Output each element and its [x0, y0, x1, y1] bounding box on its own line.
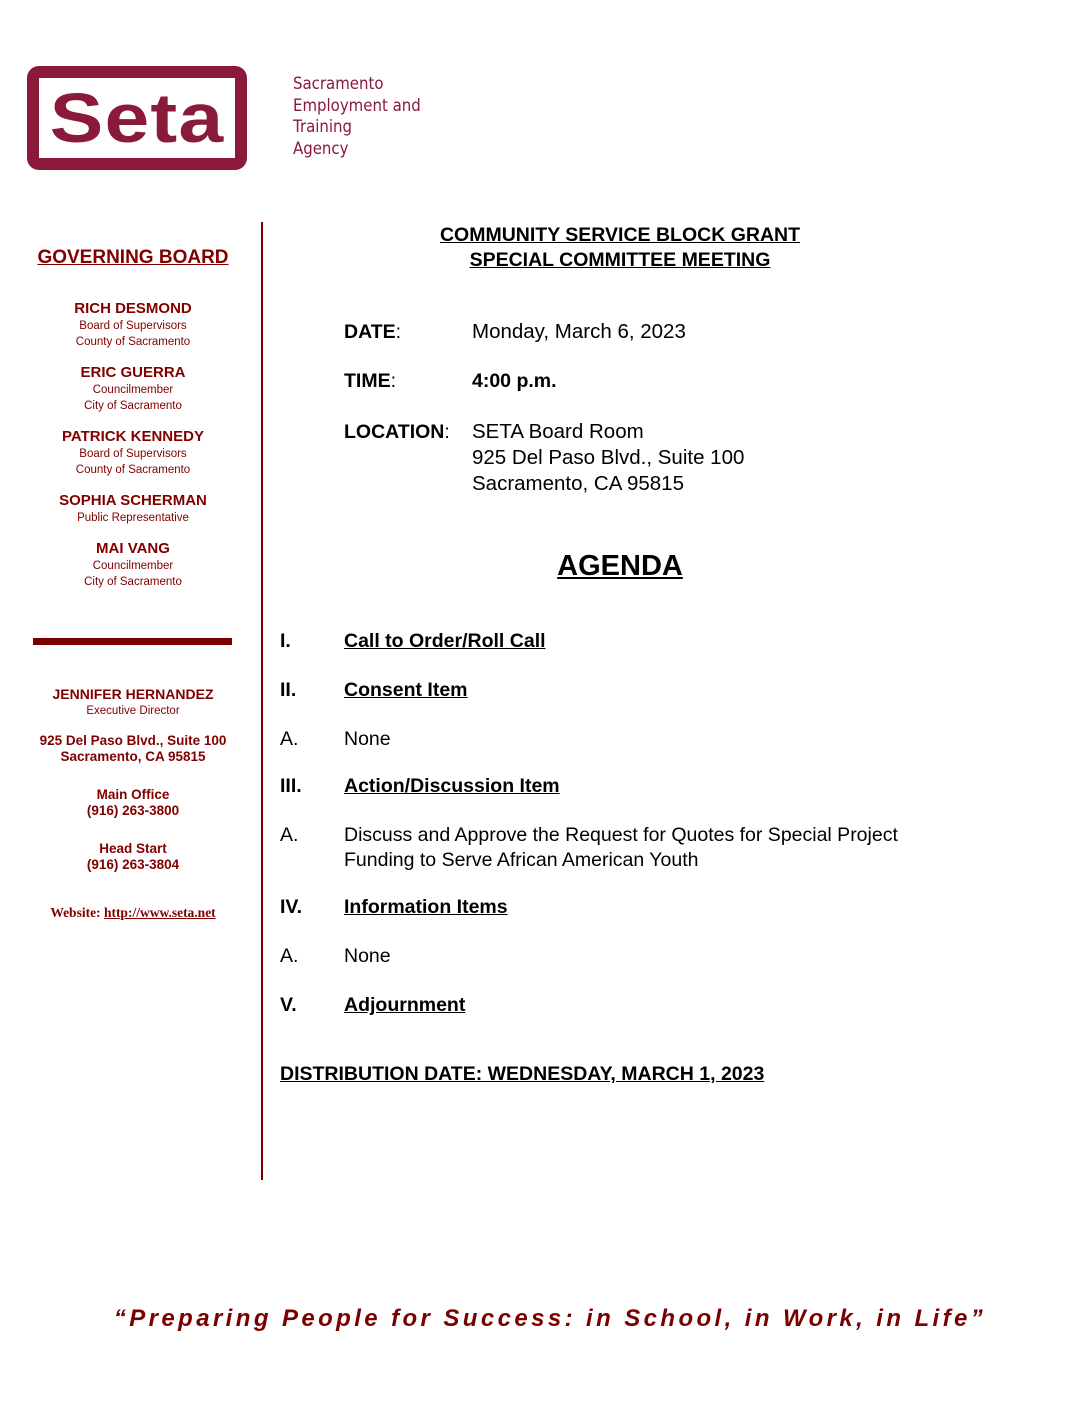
main-office-label: Main Office	[96, 787, 170, 802]
seta-logo	[27, 66, 247, 170]
head-start	[20, 841, 246, 873]
board-member	[20, 427, 246, 478]
logo-wordmark: Seta	[49, 79, 225, 157]
time-label	[344, 370, 396, 393]
agenda-number: A.	[280, 945, 299, 967]
agenda-title: AGENDA	[557, 550, 683, 582]
member-role: Councilmember	[92, 560, 174, 572]
agency-line: Training	[293, 117, 353, 137]
location-line: 925 Del Paso Blvd., Suite 100	[472, 446, 745, 469]
website	[20, 905, 246, 921]
member-role: Councilmember	[92, 384, 174, 396]
date-label-text: DATE	[344, 321, 396, 343]
agenda-subitem: None	[344, 945, 391, 967]
footer-quote: “Preparing People for Success: in School, in Work, in Life”	[113, 1305, 987, 1332]
agenda-number: II.	[280, 679, 297, 701]
agenda-number: III.	[280, 775, 302, 797]
member-name: RICH DESMOND	[74, 300, 192, 317]
executive-title: Executive Director	[86, 705, 180, 717]
distribution-date: DISTRIBUTION DATE: WEDNESDAY, MARCH 1, 2023	[280, 1063, 765, 1085]
address-line: Sacramento, CA 95815	[60, 749, 206, 764]
member-name: MAI VANG	[96, 540, 170, 557]
agency-address	[20, 733, 246, 765]
agenda-item-consent: Consent Item	[344, 679, 468, 701]
location-value	[472, 419, 744, 497]
member-role: County of Sacramento	[75, 464, 191, 476]
agency-line: Sacramento	[293, 74, 384, 94]
board-member	[20, 539, 246, 590]
colon: :	[444, 421, 450, 443]
member-role: County of Sacramento	[75, 336, 191, 348]
member-role: City of Sacramento	[84, 400, 182, 412]
main-office	[20, 787, 246, 819]
location-line: SETA Board Room	[472, 420, 644, 443]
board-member	[20, 363, 246, 414]
meeting-title	[330, 223, 910, 273]
member-role: Board of Supervisors	[79, 448, 187, 460]
governing-board-title: GOVERNING BOARD	[37, 247, 229, 268]
agenda-item-adjournment: Adjournment	[344, 994, 466, 1016]
location-label-text: LOCATION	[344, 421, 445, 443]
meeting-title-line: COMMUNITY SERVICE BLOCK GRANT	[439, 224, 801, 246]
address-line: 925 Del Paso Blvd., Suite 100	[39, 733, 227, 748]
member-name: ERIC GUERRA	[80, 364, 186, 381]
board-member	[20, 299, 246, 350]
executive-name: JENNIFER HERNANDEZ	[52, 686, 214, 702]
time-label-text: TIME	[344, 370, 391, 392]
member-role: Board of Supervisors	[79, 320, 187, 332]
agenda-item-call-to-order: Call to Order/Roll Call	[344, 630, 546, 652]
agenda-item-action-discussion: Action/Discussion Item	[344, 775, 560, 797]
date-value: Monday, March 6, 2023	[472, 320, 686, 343]
agency-line: Agency	[293, 138, 349, 159]
time-value: 4:00 p.m.	[472, 370, 557, 392]
agenda-subitem: None	[344, 728, 391, 750]
executive-director	[20, 685, 246, 719]
agenda-number: IV.	[280, 896, 303, 918]
website-label: Website:	[50, 905, 101, 920]
colon: :	[390, 370, 397, 392]
head-start-phone: (916) 263-3804	[86, 857, 180, 872]
agenda-number: A.	[280, 728, 299, 750]
board-member	[20, 491, 246, 526]
colon: :	[395, 321, 402, 343]
agenda-item-information: Information Items	[344, 896, 508, 918]
meeting-title-line: SPECIAL COMMITTEE MEETING	[469, 249, 771, 271]
agenda-subitem-line: Discuss and Approve the Request for Quotes for Special Project	[344, 824, 898, 846]
member-role: City of Sacramento	[84, 576, 182, 588]
website-link[interactable]: http://www.seta.net	[103, 905, 216, 920]
member-name: SOPHIA SCHERMAN	[59, 492, 207, 509]
member-role: Public Representative	[77, 512, 189, 524]
vertical-divider	[261, 222, 263, 1180]
agency-name	[293, 74, 421, 160]
sidebar-divider	[33, 638, 232, 645]
agenda-number: V.	[280, 994, 297, 1016]
main-office-phone: (916) 263-3800	[86, 803, 180, 818]
location-label	[344, 421, 450, 444]
location-line: Sacramento, CA 95815	[472, 472, 684, 495]
head-start-label: Head Start	[99, 841, 167, 856]
agenda-number: I.	[280, 630, 291, 652]
date-label	[344, 321, 401, 344]
agenda-subitem	[344, 823, 898, 873]
agenda-number: A.	[280, 824, 299, 846]
member-name: PATRICK KENNEDY	[62, 428, 204, 445]
agenda-subitem-line: Funding to Serve African American Youth	[344, 849, 699, 871]
agency-line: Employment and	[293, 95, 421, 116]
